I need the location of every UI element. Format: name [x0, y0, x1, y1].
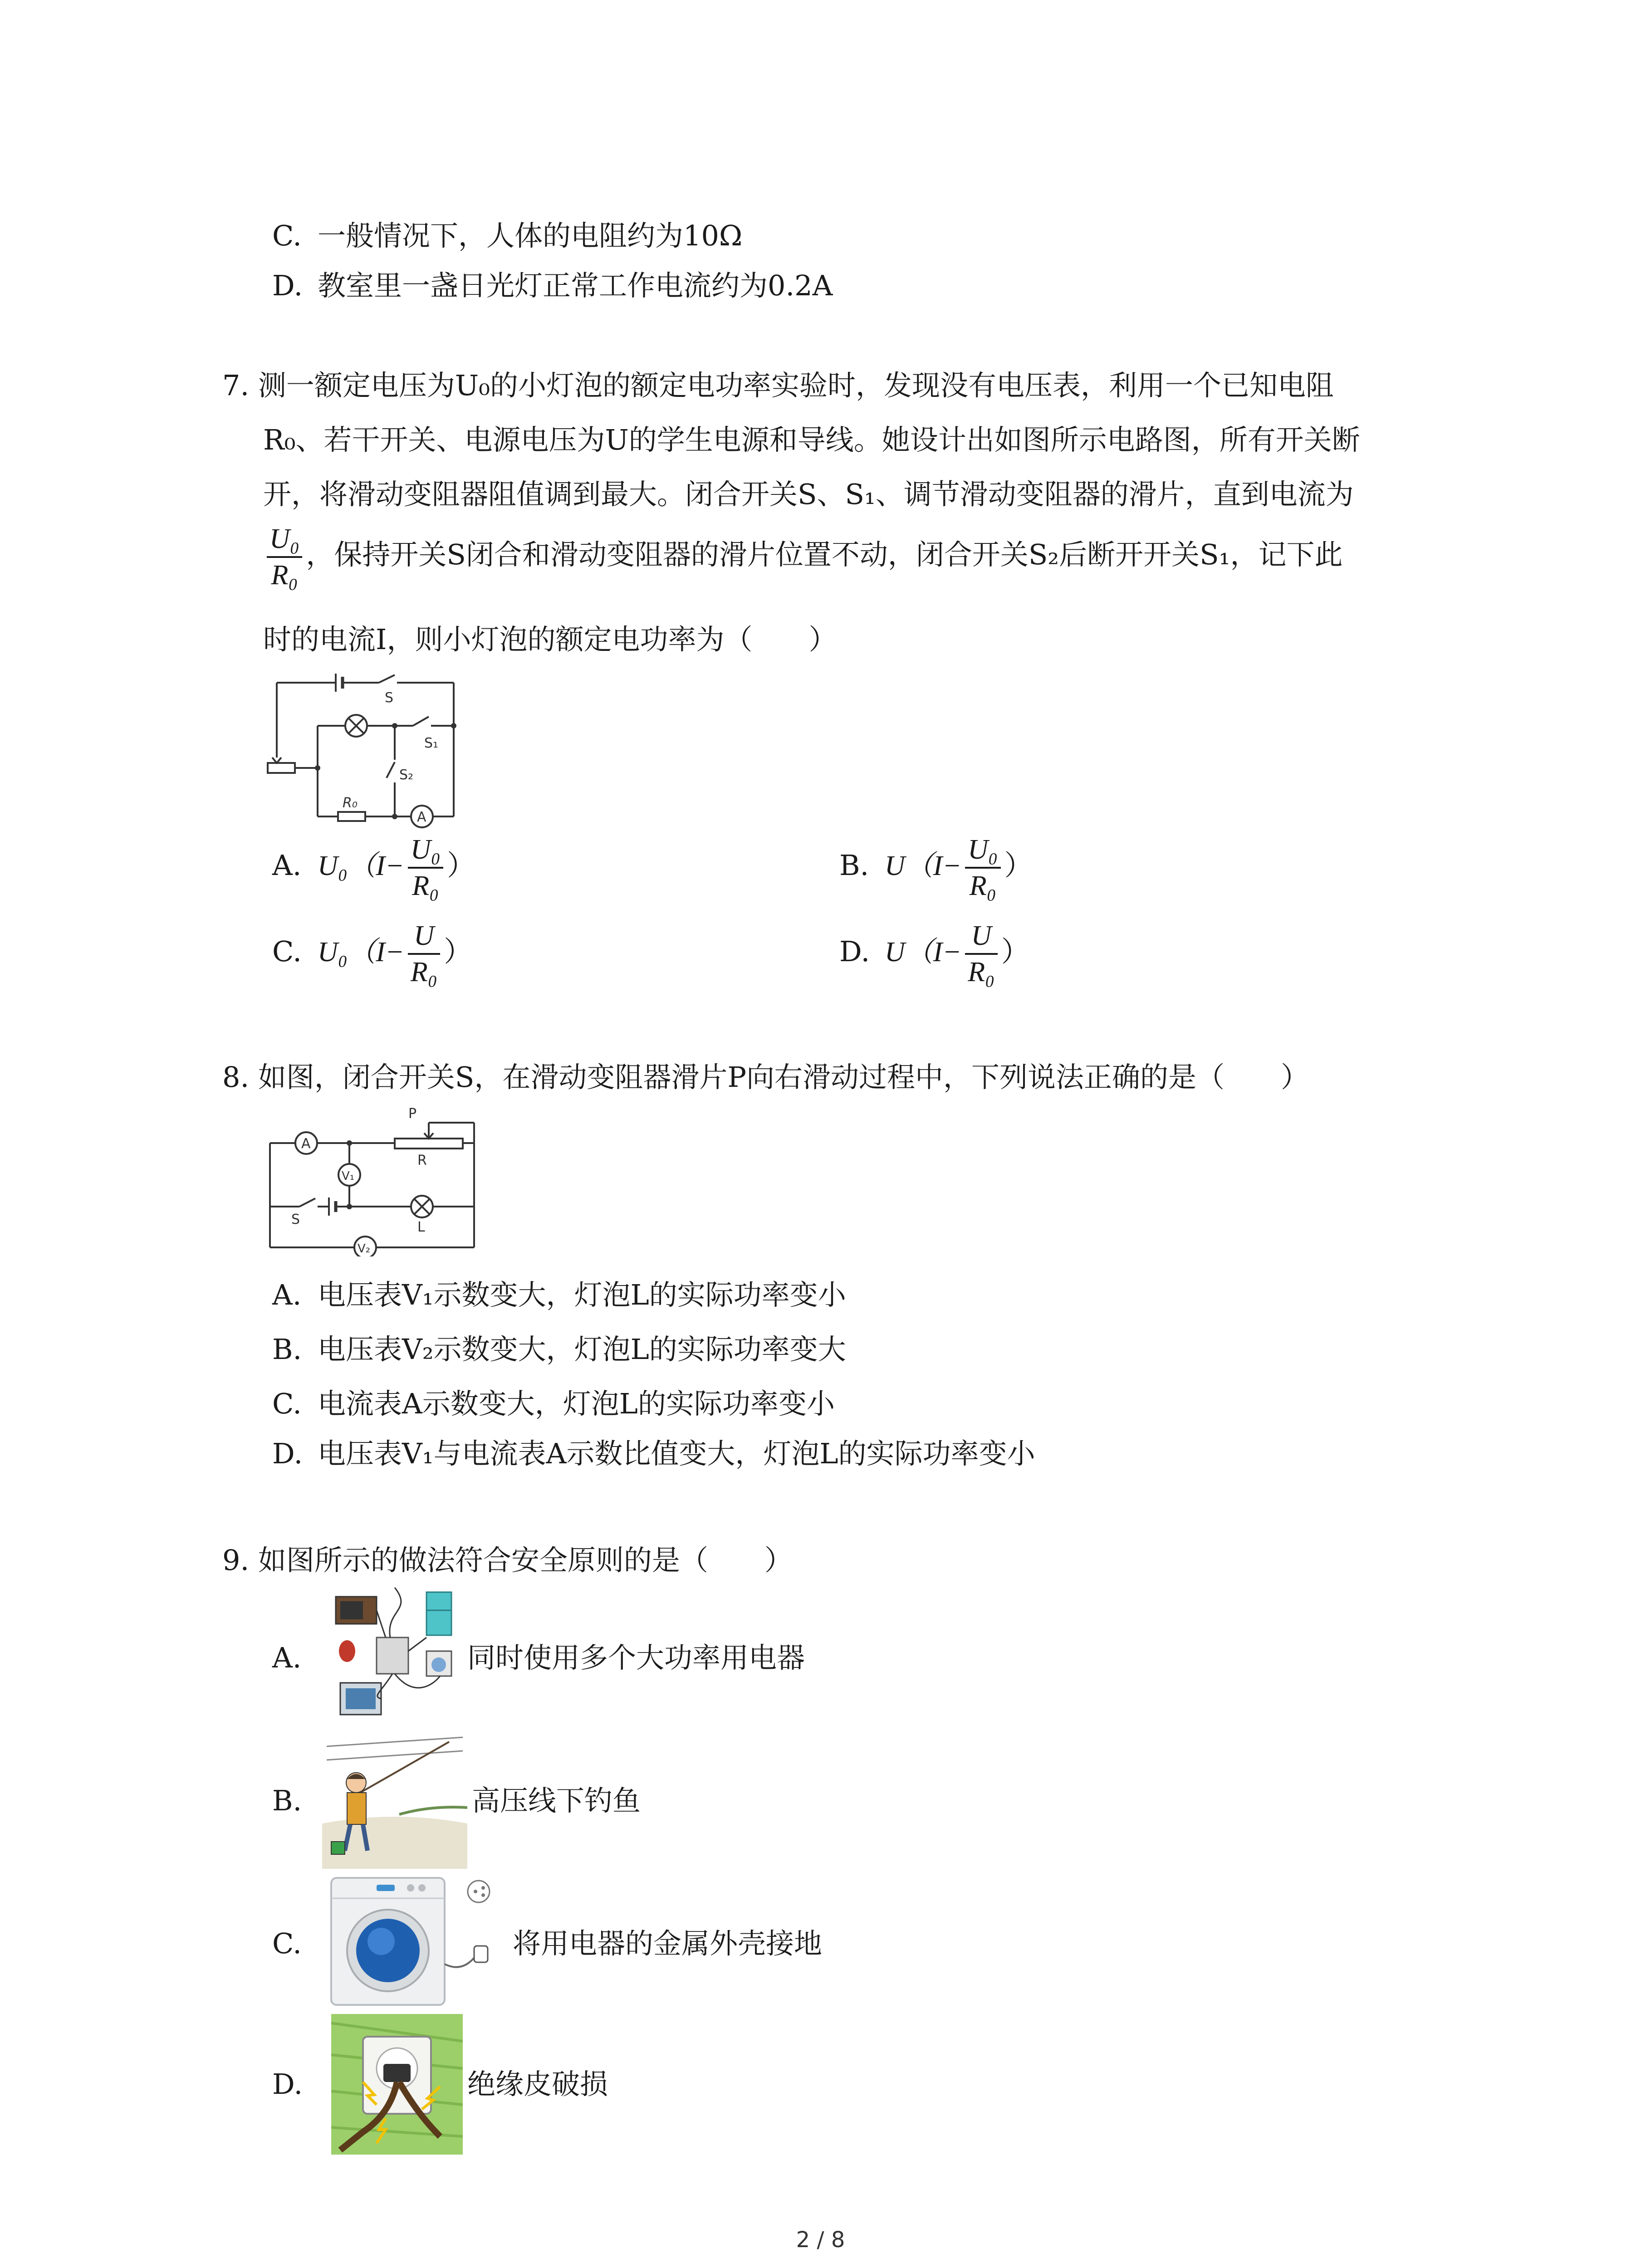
q9-option-c-text: 将用电器的金属外壳接地	[513, 1927, 823, 1960]
q8-option-a: A. 电压表V₁示数变大，灯泡L的实际功率变小	[272, 1278, 846, 1311]
q7-label-s1: S₁	[424, 735, 439, 751]
q7-label-s: S	[385, 690, 394, 706]
q7-option-a: A. U₀（I− $\frac{\text{U₀}}{\text{R₀}}$ ）	[272, 832, 475, 903]
q8-label-v1: V₁	[342, 1169, 355, 1183]
q8-option-b: B. 电压表V₂示数变大，灯泡L的实际功率变大	[272, 1333, 846, 1366]
q7-stem-line1: 7. 测一额定电压为U₀的小灯泡的额定电功率实验时，发现没有电压表，利用一个已知电阻	[222, 369, 1334, 402]
q8-label-r: R	[417, 1153, 427, 1168]
q7-label-r0: R₀	[343, 795, 358, 811]
q9-option-d-image	[331, 2014, 463, 2155]
q7-stem-line4: $\frac{\text{U₀}}{\text{R₀}}$ ，保持开关S闭合和滑动变阻器的滑片位置不动，闭合开关S₂后断开开关S₁，记下此	[263, 522, 1342, 592]
q9-option-c-image	[327, 1873, 517, 2009]
q9-option-d-letter: D.	[272, 2068, 303, 2101]
q9-option-a-image	[322, 1583, 467, 1728]
q8-option-c: C. 电流表A示数变大，灯泡L的实际功率变小	[272, 1387, 835, 1420]
q7-label-a: A	[417, 809, 426, 825]
q9-option-b-image	[322, 1728, 467, 1869]
q9-option-a-text: 同时使用多个大功率用电器	[467, 1641, 805, 1674]
q8-option-d: D. 电压表V₁与电流表A示数比值变大，灯泡L的实际功率变小	[272, 1437, 1035, 1470]
q8-label-s: S	[291, 1212, 300, 1227]
q7-stem-line2: R₀、若干开关、电源电压为U的学生电源和导线。她设计出如图所示电路图，所有开关断	[263, 423, 1360, 456]
q8-label-a: A	[301, 1136, 311, 1152]
q9-option-b-letter: B.	[272, 1784, 302, 1817]
q7-circuit-diagram	[263, 667, 463, 830]
q8-label-l: L	[417, 1219, 425, 1235]
q7-option-b: B. U（I− $\frac{\text{U₀}}{\text{R₀}}$ ）	[839, 832, 1033, 903]
q7-stem-line3: 开，将滑动变阻器阻值调到最大。闭合开关S、S₁、调节滑动变阻器的滑片，直到电流为	[263, 478, 1354, 511]
q7-option-d: D. U（I− $\frac{U}{\text{R₀}}$ ）	[839, 919, 1029, 989]
q9-option-a-letter: A.	[272, 1641, 302, 1674]
q7-stem-line5: 时的电流I，则小灯泡的额定电功率为（ ）	[263, 623, 837, 656]
q7-label-s2: S₂	[399, 767, 414, 783]
q8-circuit-diagram	[263, 1102, 481, 1256]
q6-option-c: C. 一般情况下，人体的电阻约为10Ω	[272, 219, 743, 252]
q7-stem-fraction: $\frac{\text{U₀}}{\text{R₀}}$	[267, 522, 302, 592]
q8-label-p: P	[408, 1106, 417, 1122]
q6-option-d: D. 教室里一盏日光灯正常工作电流约为0.2A	[272, 269, 833, 302]
q8-label-v2: V₂	[358, 1242, 371, 1256]
q9-option-d-text: 绝缘皮破损	[467, 2068, 608, 2101]
q8-stem: 8. 如图，闭合开关S，在滑动变阻器滑片P向右滑动过程中，下列说法正确的是（ ）	[222, 1061, 1309, 1094]
q9-option-b-text: 高压线下钓鱼	[472, 1784, 641, 1817]
q7-option-c: C. U₀（I− $\frac{U}{\text{R₀}}$ ）	[272, 919, 472, 989]
page-number: 2 / 8	[796, 2227, 845, 2253]
q9-option-c-letter: C.	[272, 1927, 302, 1960]
q9-stem: 9. 如图所示的做法符合安全原则的是（ ）	[222, 1544, 793, 1577]
